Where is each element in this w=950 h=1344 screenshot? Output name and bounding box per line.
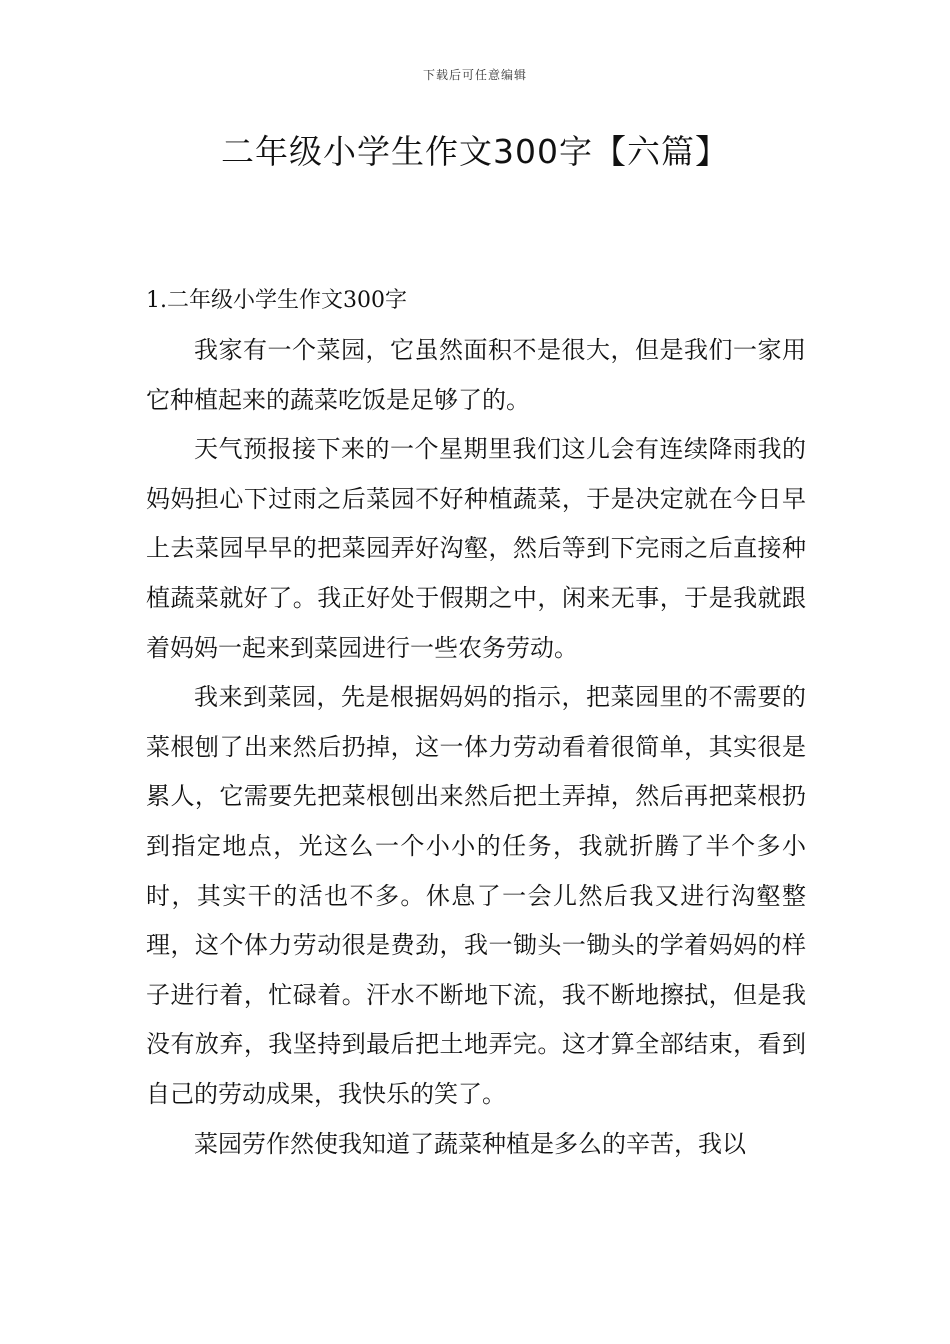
paragraph: 菜园劳作然使我知道了蔬菜种植是多么的辛苦，我以 — [194, 1129, 746, 1158]
paragraph: 天气预报接下来的一个星期里我们这儿会有连续降雨我的妈妈担心下过雨之后菜园不好种植蔬菜，于是决定就在今日早上去菜园早早的把菜园弄好沟壑，然后等到下完雨之后直接种植蔬菜就好了。我正好处于假期之中，闲来无事，于是我就跟着妈妈一起来到菜园进行一些农务劳动。 — [146, 435, 806, 662]
essay-body — [146, 326, 806, 1169]
document-title: 二年级小学生作文300字【六篇】 — [221, 132, 729, 171]
paragraph: 我来到菜园，先是根据妈妈的指示，把菜园里的不需要的菜根刨了出来然后扔掉，这一体力劳动看着很简单，其实很是累人，它需要先把菜根刨出来然后把土弄掉，然后再把菜根扔到指定地点，光这么一个小小的任务，我就折腾了半个多小时，其实干的活也不多。休息了一会儿然后我又进行沟壑整理，这个体力劳动很是费劲，我一锄头一锄头的学着妈妈的样子进行着，忙碌着。汗水不断地下流，我不断地擦拭，但是我没有放弃，我坚持到最后把土地弄完。这才算全部结束，看到自己的劳动成果，我快乐的笑了。 — [146, 683, 806, 1108]
section-heading: 1.二年级小学生作文300字 — [146, 288, 407, 313]
header-note: 下载后可任意编辑 — [422, 68, 527, 82]
paragraph: 我家有一个菜园，它虽然面积不是很大，但是我们一家用它种植起来的蔬菜吃饭是足够了的。 — [146, 336, 806, 414]
